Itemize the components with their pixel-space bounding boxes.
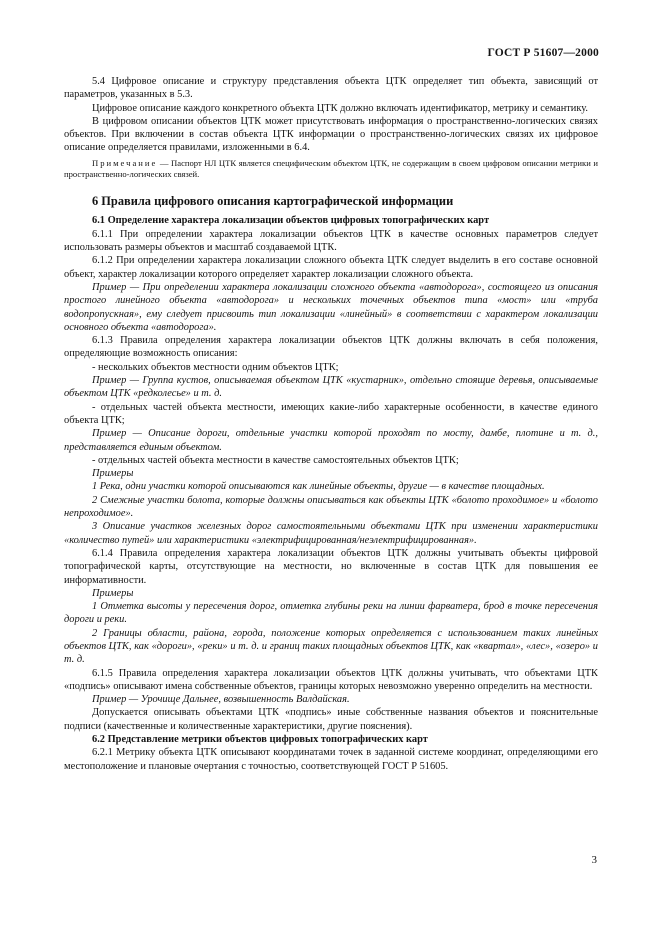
document-id-header: ГОСТ Р 51607—2000 <box>487 47 599 59</box>
list-item-2: - отдельных частей объекта местности, имеющих какие-либо характерные особенности, в качестве единого объекта ЦТК; <box>64 401 598 426</box>
example-list-item-2: Пример — Описание дороги, отдельные участки которой проходят по мосту, дамбе, плотине и т. д., представляется единым объектом. <box>64 428 598 453</box>
paragraph-6-1-1: 6.1.1 При определении характера локализации объектов ЦТК в качестве основных параметров следует использовать размеры объектов и масштаб создаваемой ЦТК. <box>64 228 598 254</box>
paragraph-6-2-1: 6.2.1 Метрику объекта ЦТК описывают координатами точек в заданной системе координат, определяющими его местоположение и плановые очертания с точностью, соответствующей ГОСТ Р 51605. <box>64 747 598 772</box>
example-list-item-1: Пример — Группа кустов, описываемая объектом ЦТК «кустарник», отдельно стоящие деревья, описываемые объектом ЦТК «редколесье» и т. д. <box>64 375 598 400</box>
paragraph-6-1-2: 6.1.2 При определении характера локализации сложного объекта ЦТК следует выделить в его составе основной объект, характер локализации которого определяет характер локализации сложного объекта. <box>64 255 598 280</box>
note <box>64 158 598 180</box>
example-6-1-4-1: 1 Отметка высоты у пересечения дорог, отметка глубины реки на линии фарватера, брод в точке пересечения дороги и реки. <box>64 601 598 626</box>
example-list-item-3-2: 2 Смежные участки болота, которые должны описываться как объекты ЦТК «болото проходимое» и «болото непроходимое». <box>64 494 598 520</box>
note-text: — Паспорт НЛ ЦТК является специфическим объектом ЦТК, не содержащим в своем цифровом описании метрики и пространственно-логических связей. <box>64 157 598 179</box>
paragraph-6-1-3: 6.1.3 Правила определения характера локализации объектов ЦТК должны включать в себя положения, определяющие возможность описания: <box>64 335 598 360</box>
list-item-3: - отдельных частей объекта местности в качестве самостоятельных объектов ЦТК; <box>92 454 459 466</box>
subsection-6-1-title: 6.1 Определение характера локализации объектов цифровых топографических карт <box>92 215 490 227</box>
page-content <box>64 75 598 773</box>
example-6-1-5: Пример — Урочище Дальнее, возвышенность Валдайская. <box>92 694 350 706</box>
section-6-title: 6 Правила цифрового описания картографической информации <box>92 194 454 209</box>
paragraph-6-1-5: 6.1.5 Правила определения характера локализации объектов ЦТК должны учитывать, что объектами ЦТК «подпись» описывают имена собственные объектов, границы которых невозможно уверенно определить на местности. <box>64 667 598 692</box>
example-6-1-2: Пример — При определении характера локализации сложного объекта «автодорога», состоящего из описания простого линейного объекта «автодорога» и нескольких точечных объектов типа «мост» или «труба водопропускная», ему следует присвоить тип локализации «линейный» в соответствии с характером локализации основного объекта «автодорога». <box>64 281 598 333</box>
paragraph-5-4: 5.4 Цифровое описание и структуру представления объекта ЦТК определяет тип объекта, зависящий от параметров, указанных в 5.3. <box>64 76 598 101</box>
list-item-1: - нескольких объектов местности одним объектов ЦТК; <box>92 361 339 373</box>
example-list-item-3-1: 1 Река, одни участки которой описываются как линейные объекты, другие — в качестве площадных. <box>92 481 545 493</box>
paragraph-6-1-5-b: Допускается описывать объектами ЦТК «подпись» иные собственные названия объектов и пояснительные подписи (качественные и количественные характеристики, другие пояснения). <box>64 707 598 732</box>
note-label: Примечание <box>92 157 158 168</box>
examples-label-2: Примеры <box>92 587 134 599</box>
subsection-6-2-title: 6.2 Представление метрики объектов цифровых топографических карт <box>92 734 428 746</box>
example-list-item-3-3: 3 Описание участков железных дорог самостоятельными объектами ЦТК при изменении характеристики «количество путей» или характеристики «электрифицированная/неэлектрифицированная». <box>64 521 598 546</box>
paragraph-6-1-4: 6.1.4 Правила определения характера локализации объектов ЦТК должны учитывать объекты цифровой топографической карты, отсутствующие на местности, но включенные в состав ЦТК для повышения ее информативности. <box>64 547 598 586</box>
example-6-1-4-2: 2 Границы области, района, города, положение которых определяется с использованием таких линейных объектов ЦТК, как «дороги», «реки» и т. д. и границ таких площадных объектов ЦТК, как «квартал», «лес», «озеро» и т. д. <box>64 627 598 666</box>
paragraph-5-4-b: Цифровое описание каждого конкретного объекта ЦТК должно включать идентификатор, метрику и семантику. <box>92 102 589 114</box>
examples-label: Примеры <box>92 468 134 480</box>
paragraph-5-4-c: В цифровом описании объектов ЦТК может присутствовать информация о пространственно-логических связях объектов. При включении в состав объекта ЦТК информации о пространственно-логических связях их цифровое описание определяется правилами, изложенными в 6.4. <box>64 115 598 154</box>
page-number: 3 <box>591 854 597 866</box>
